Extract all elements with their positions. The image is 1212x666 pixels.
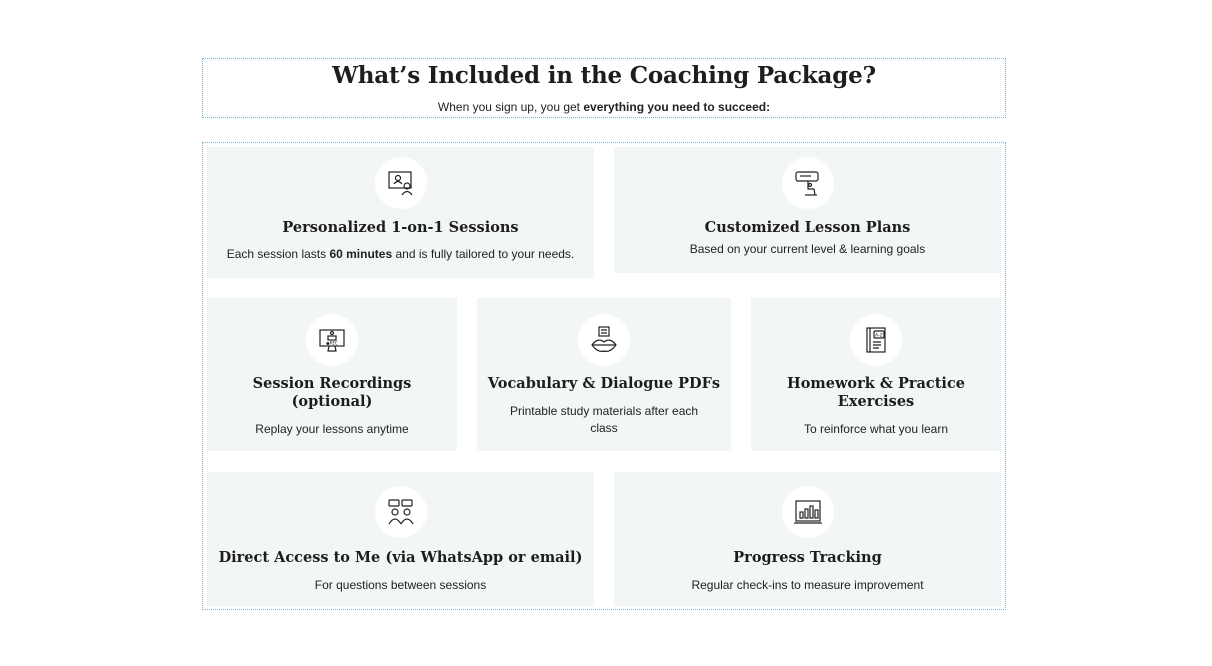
desc-text: and is fully tailored to your needs.	[392, 247, 575, 261]
card-title: Personalized 1-on-1 Sessions	[282, 219, 519, 236]
az-notebook-icon	[850, 314, 902, 366]
card-description: Based on your current level & learning goals	[689, 242, 926, 256]
feature-card-sessions	[207, 147, 594, 278]
subtitle-emphasis: everything you need to succeed:	[583, 100, 771, 114]
card-description: Replay your lessons anytime	[255, 422, 409, 436]
card-description: For questions between sessions	[314, 578, 487, 592]
svg-text:A-Z: A-Z	[875, 333, 883, 339]
card-title: Customized Lesson Plans	[704, 219, 911, 236]
feature-card-progress	[614, 472, 1001, 606]
feature-card-homework	[751, 298, 1001, 451]
card-description: To reinforce what you learn	[803, 422, 949, 436]
bar-chart-icon	[782, 486, 834, 538]
lips-document-icon	[578, 314, 630, 366]
chat-people-icon	[375, 486, 427, 538]
svg-text:●REC: ●REC	[326, 340, 338, 346]
card-description: Regular check-ins to measure improvement	[691, 578, 924, 592]
card-title: Homework & Practice Exercises	[787, 375, 965, 410]
lesson-plan-icon	[782, 157, 834, 209]
page-subtitle	[203, 99, 1005, 115]
desc-emphasis: 60 minutes	[329, 247, 393, 261]
page-title: What’s Included in the Coaching Package?	[332, 62, 876, 89]
teacher-board-icon	[375, 157, 427, 209]
feature-card-pdfs	[477, 298, 731, 451]
card-title: Session Recordings (optional)	[252, 375, 412, 410]
feature-card-direct-access	[207, 472, 594, 606]
card-title: Direct Access to Me (via WhatsApp or email)	[218, 549, 583, 566]
section-header	[202, 58, 1006, 118]
feature-card-recordings	[207, 298, 457, 451]
card-title: Progress Tracking	[733, 549, 882, 566]
recording-monitor-icon	[306, 314, 358, 366]
card-description: Printable study materials after each class	[509, 404, 699, 435]
desc-text: Each session lasts	[226, 247, 330, 261]
card-description	[225, 246, 576, 263]
subtitle-text: When you sign up, you get	[437, 100, 584, 114]
feature-card-lesson-plans	[614, 147, 1001, 273]
card-title: Vocabulary & Dialogue PDFs	[487, 375, 721, 392]
